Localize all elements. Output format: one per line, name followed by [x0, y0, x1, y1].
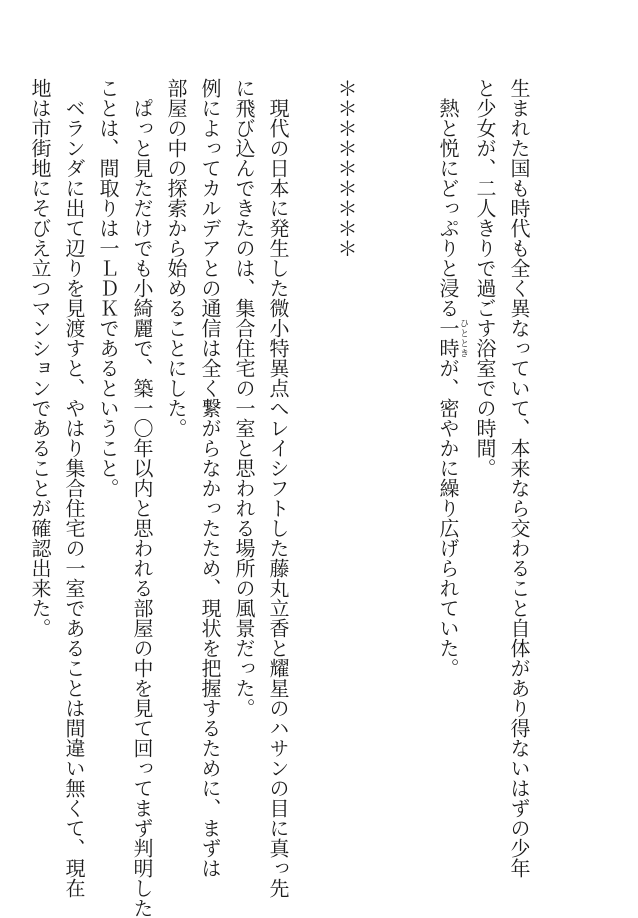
text-line: 部屋の中の探索から始めることにした。	[164, 78, 188, 438]
text-fragment: が、密やかに繰り広げられていた。	[436, 358, 460, 678]
blank-line	[363, 78, 397, 878]
text-line: 現代の日本に発生した微小特異点へレイシフトした藤丸立香と耀星のハサンの目に真っ先	[266, 98, 290, 898]
text-line: ことは、間取りは一ＬＤＫであるということ。	[96, 78, 120, 498]
ruby-reading: ひととき	[458, 318, 468, 358]
text-line: 生まれた国も時代も全く異なっていて、本来なら交わること自体があり得ないはずの少年	[507, 78, 531, 878]
ruby-word	[436, 318, 468, 358]
text-line: に飛び込んできたのは、集合住宅の一室と思われる場所の風景だった。	[232, 78, 256, 718]
ruby-base: 一時	[436, 318, 460, 358]
text-fragment: 熱と悦にどっぷりと浸る	[436, 98, 460, 318]
text-line: 例によってカルデアとの通信は全く繋がらなかったため、現状を把握するために、まずは	[198, 78, 222, 878]
text-line: ぱっと見ただけでも小綺麗で、築一〇年以内と思われる部屋の中を見て回ってまず判明した	[130, 98, 154, 918]
text-line: ベランダに出て辺りを見渡すと、やはり集合住宅の一室であることは間違い無くて、現在	[62, 98, 86, 898]
text-line: 地は市街地にそびえ立つマンションであることが確認出来た。	[28, 78, 52, 638]
blank-line	[397, 78, 431, 878]
blank-line	[295, 78, 329, 878]
section-break: ＊＊＊＊＊＊＊＊＊	[334, 78, 358, 258]
novel-text	[23, 78, 536, 918]
text-line-ruby	[431, 78, 468, 878]
text-line: と少女が、二人きりで過ごす浴室での時間。	[473, 78, 497, 478]
